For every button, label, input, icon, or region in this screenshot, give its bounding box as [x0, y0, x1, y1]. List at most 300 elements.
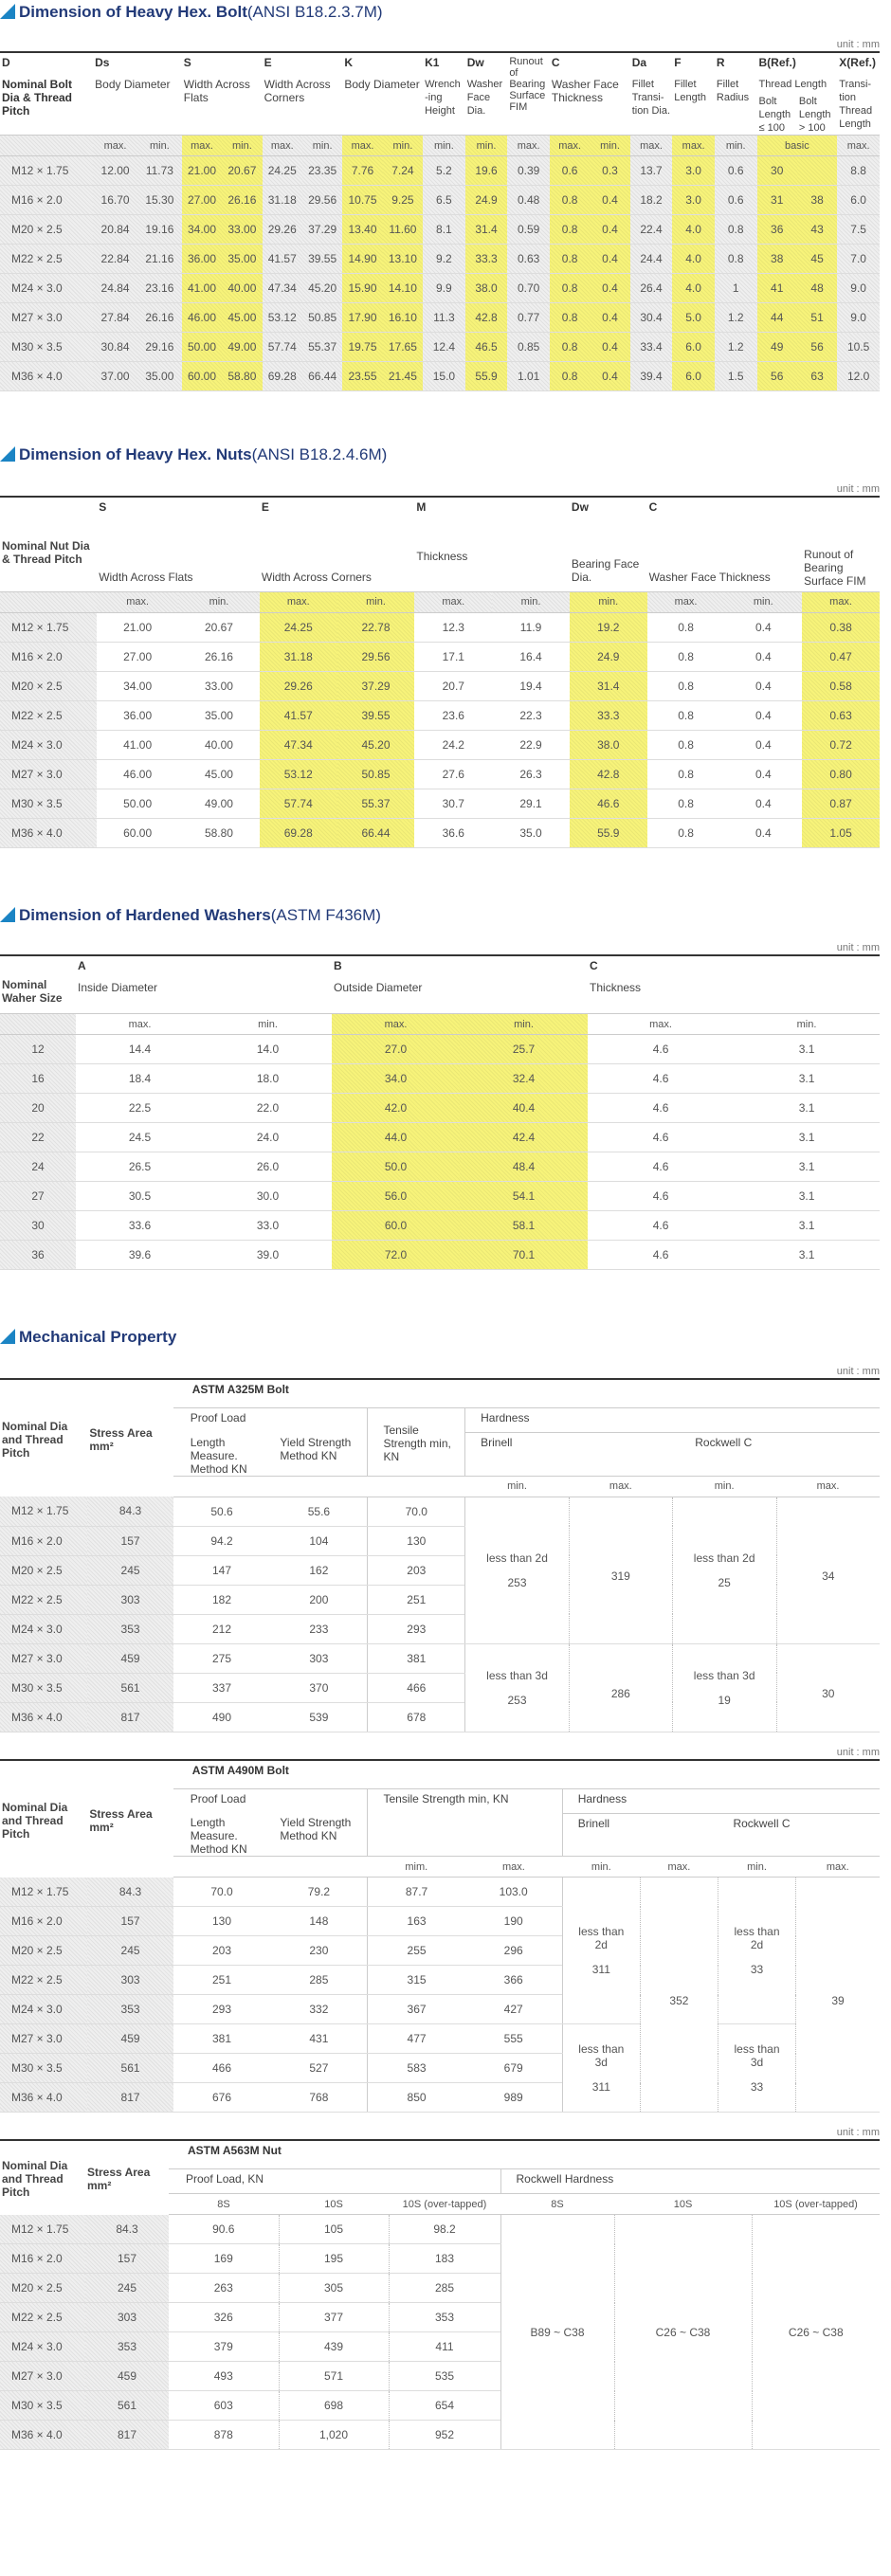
- text-label: Proof Load: [173, 1408, 368, 1433]
- text-label: Outside Diameter: [332, 978, 588, 1014]
- table-cell: 427: [465, 1995, 563, 2024]
- table-cell: 25.7: [460, 1035, 588, 1064]
- table-cell: [802, 497, 880, 591]
- table-cell: 49: [757, 333, 797, 362]
- table-cell: 366: [465, 1966, 563, 1995]
- table-cell: 0.47: [802, 642, 880, 671]
- text-label: 10S (over-tapped): [752, 2194, 880, 2215]
- text-label: min.: [204, 1014, 332, 1035]
- table-cell: 0.8: [647, 789, 725, 818]
- table-cell: 0.8: [550, 362, 590, 391]
- table-row: [0, 186, 880, 215]
- text-label: basic: [757, 136, 838, 156]
- text-label: Thread Length: [758, 79, 827, 90]
- table-cell: 34.00: [97, 671, 178, 700]
- table-cell: 4.0: [672, 274, 715, 303]
- table-cell: 678: [368, 1702, 465, 1732]
- table-cell: M36 × 4.0: [0, 362, 93, 391]
- table-cell: 16: [0, 1064, 76, 1094]
- table-cell: 26.16: [178, 642, 260, 671]
- table-cell: 55.9: [570, 818, 647, 847]
- table-row: [0, 1878, 880, 1907]
- table-row: [0, 818, 880, 847]
- table-cell: 4.6: [588, 1094, 734, 1123]
- table-cell: 48.4: [460, 1152, 588, 1182]
- table-cell: 20: [0, 1094, 76, 1123]
- table-cell: 39.6: [76, 1241, 204, 1270]
- text-label: max.: [796, 1857, 880, 1878]
- table-cell: 4.6: [588, 1035, 734, 1064]
- table-row: [0, 1643, 880, 1673]
- table-cell: 337: [173, 1673, 271, 1702]
- table-cell: 29.56: [302, 186, 342, 215]
- table-cell: 0.8: [550, 215, 590, 245]
- hardness-note: less than 2d: [734, 1925, 780, 1951]
- table-cell: 69.28: [263, 362, 302, 391]
- table-cell: 162: [270, 1555, 368, 1585]
- table-cell: 38.0: [465, 274, 508, 303]
- table-cell: 561: [85, 2391, 169, 2421]
- table-cell: 353: [87, 1995, 173, 2024]
- table-cell: 50.00: [97, 789, 178, 818]
- table-cell: 603: [169, 2391, 279, 2421]
- table-cell: 15.0: [423, 362, 465, 391]
- table-cell: 33.3: [570, 700, 647, 730]
- text-label: min.: [562, 1857, 640, 1878]
- table-cell: 305: [279, 2274, 389, 2303]
- table-cell: 255: [368, 1936, 465, 1966]
- table-cell: 0.80: [802, 759, 880, 789]
- table-cell: 817: [87, 1702, 173, 1732]
- table-cell: 353: [85, 2332, 169, 2362]
- table-cell: 0.4: [724, 612, 802, 642]
- table-cell: 12.3: [414, 612, 492, 642]
- table-row: [0, 245, 880, 274]
- table-cell: 0.8: [550, 274, 590, 303]
- hardness-value: B89 ~ C38: [530, 2325, 585, 2339]
- table-cell: 21.00: [182, 156, 222, 186]
- text-label: Length Measure. Method KN: [173, 1813, 271, 1857]
- table-cell: 14.90: [342, 245, 382, 274]
- text-label: Length Measure. Method KN: [173, 1433, 271, 1477]
- table-cell: 53.12: [263, 303, 302, 333]
- table-cell: 15.90: [342, 274, 382, 303]
- table-cell: 26.16: [222, 186, 262, 215]
- table-row: [0, 362, 880, 391]
- table-cell: 0.8: [647, 612, 725, 642]
- table-cell: 33.3: [465, 245, 508, 274]
- table-cell: 850: [368, 2083, 465, 2113]
- table-row: [0, 642, 880, 671]
- table-cell: 3.1: [734, 1064, 880, 1094]
- table-cell: 35.00: [178, 700, 260, 730]
- table-cell: 19.16: [137, 215, 182, 245]
- table-cell: 6.0: [672, 333, 715, 362]
- table-cell: 70.1: [460, 1241, 588, 1270]
- table-cell: 46.00: [97, 759, 178, 789]
- table-cell: 21.45: [383, 362, 423, 391]
- text-label: max.: [550, 136, 590, 156]
- text-label: D: [0, 52, 93, 75]
- washers-section: [0, 903, 880, 1271]
- table-cell: 3.1: [734, 1182, 880, 1211]
- table-cell: 17.1: [414, 642, 492, 671]
- table-cell: 27.6: [414, 759, 492, 789]
- table-cell: 0.8: [715, 245, 757, 274]
- table-cell: 0.72: [802, 730, 880, 759]
- table-cell: 3.1: [734, 1152, 880, 1182]
- table-cell: 50.6: [173, 1497, 271, 1526]
- table-cell: 952: [389, 2421, 500, 2450]
- table-cell: 19.6: [465, 156, 508, 186]
- table-cell: 0.8: [550, 333, 590, 362]
- section-marker-icon: [0, 907, 15, 922]
- table-row: [0, 1152, 880, 1182]
- table-cell: M24 × 3.0: [0, 274, 93, 303]
- text-label: K1: [423, 52, 465, 75]
- text-label: max.: [97, 591, 178, 612]
- table-cell: 768: [270, 2083, 368, 2113]
- text-label: Proof Load: [173, 1788, 368, 1813]
- table-cell: 0.4: [724, 818, 802, 847]
- table-cell: 147: [173, 1555, 271, 1585]
- table-cell: 698: [279, 2391, 389, 2421]
- hardness-cell: [569, 1497, 672, 1643]
- table-cell: 1: [715, 274, 757, 303]
- table-cell: 367: [368, 1995, 465, 2024]
- table-cell: M36 × 4.0: [0, 2421, 85, 2450]
- table-cell: 24.84: [93, 274, 137, 303]
- table-cell: 0.8: [647, 730, 725, 759]
- text-label: Dw: [570, 497, 647, 519]
- table-cell: 22.0: [204, 1094, 332, 1123]
- text-label: max.: [672, 136, 715, 156]
- table-cell: 33.4: [630, 333, 673, 362]
- text-label: B: [332, 955, 588, 978]
- table-cell: 24.4: [630, 245, 673, 274]
- unit-label: unit : mm: [836, 1366, 880, 1377]
- table-cell: 63: [797, 362, 837, 391]
- table-cell: 303: [87, 1585, 173, 1614]
- table-cell: [87, 1379, 173, 1497]
- table-cell: 27.00: [182, 186, 222, 215]
- table-cell: M22 × 2.5: [0, 1585, 87, 1614]
- table-cell: 0.70: [507, 274, 550, 303]
- hardness-cell: [465, 1643, 570, 1732]
- table-cell: 60.00: [182, 362, 222, 391]
- text-label: mim.: [368, 1857, 465, 1878]
- table-cell: 370: [270, 1673, 368, 1702]
- table-cell: 245: [87, 1936, 173, 1966]
- table-cell: 24.9: [570, 642, 647, 671]
- text-label: R: [715, 52, 757, 75]
- table-cell: 90.6: [169, 2215, 279, 2244]
- section-marker-icon: [0, 1329, 15, 1344]
- table-cell: 9.9: [423, 274, 465, 303]
- table-cell: 24.25: [263, 156, 302, 186]
- table-cell: 9.0: [837, 274, 880, 303]
- table-cell: M16 × 2.0: [0, 1526, 87, 1555]
- table-cell: 40.4: [460, 1094, 588, 1123]
- text-label: 10S (over-tapped): [389, 2194, 500, 2215]
- table-cell: 332: [270, 1995, 368, 2024]
- table-cell: 0.4: [724, 759, 802, 789]
- table-cell: M30 × 3.5: [0, 333, 93, 362]
- table-cell: M12 × 1.75: [0, 156, 93, 186]
- table-cell: 31.18: [263, 186, 302, 215]
- table-cell: 183: [389, 2244, 500, 2274]
- table-cell: M12 × 1.75: [0, 2215, 85, 2244]
- table-cell: 17.90: [342, 303, 382, 333]
- table-cell: 42.4: [460, 1123, 588, 1152]
- text-label: Washer Face Dia.: [465, 75, 508, 136]
- table-cell: 32.4: [460, 1064, 588, 1094]
- table-cell: 200: [270, 1585, 368, 1614]
- table-cell: 230: [270, 1936, 368, 1966]
- hardness-value: 30: [822, 1686, 835, 1700]
- table-cell: M16 × 2.0: [0, 186, 93, 215]
- table-cell: 381: [368, 1643, 465, 1673]
- table-cell: 3.0: [672, 186, 715, 215]
- table-cell: [0, 955, 76, 1014]
- table-cell: 56.0: [332, 1182, 460, 1211]
- text-label: Hardness: [465, 1408, 880, 1433]
- table-cell: 245: [85, 2274, 169, 2303]
- table-cell: 38: [797, 186, 837, 215]
- table-cell: 251: [368, 1585, 465, 1614]
- text-label: Nominal Nut Dia & Thread Pitch: [2, 539, 90, 567]
- section-marker-icon: [0, 4, 15, 19]
- table-cell: 29.1: [492, 789, 570, 818]
- table-cell: 18.2: [630, 186, 673, 215]
- table-cell: 9.2: [423, 245, 465, 274]
- table-cell: 477: [368, 2024, 465, 2054]
- table-cell: 0.85: [507, 333, 550, 362]
- text-label: Body Diameter: [342, 75, 423, 136]
- table-cell: 39.55: [337, 700, 415, 730]
- table-row: [0, 671, 880, 700]
- hardness-note: less than 3d: [578, 2042, 625, 2069]
- text-label: max.: [776, 1476, 880, 1497]
- table-row: [0, 1211, 880, 1241]
- table-cell: 44: [757, 303, 797, 333]
- table-cell: 26.16: [137, 303, 182, 333]
- table-cell: 13.7: [630, 156, 673, 186]
- table-cell: 157: [85, 2244, 169, 2274]
- table-cell: 8.1: [423, 215, 465, 245]
- text-label: max.: [837, 136, 880, 156]
- table-cell: 23.16: [137, 274, 182, 303]
- table-cell: 5.2: [423, 156, 465, 186]
- unit-label: unit : mm: [836, 39, 880, 50]
- table-cell: 29.26: [263, 215, 302, 245]
- table-cell: 0.4: [590, 333, 629, 362]
- table-cell: 36.00: [97, 700, 178, 730]
- text-label: min.: [302, 136, 342, 156]
- text-label: Tensile Strength min, KN: [368, 1788, 562, 1857]
- text-label: S: [97, 497, 260, 519]
- table-cell: 12.4: [423, 333, 465, 362]
- table-cell: 27.0: [332, 1035, 460, 1064]
- table-cell: 87.7: [368, 1878, 465, 1907]
- mechanical-section-title: [0, 1325, 880, 1350]
- table-cell: 24.2: [414, 730, 492, 759]
- table-cell: 55.37: [337, 789, 415, 818]
- hardness-value: 34: [822, 1569, 835, 1583]
- table-cell: 38.0: [570, 730, 647, 759]
- hardness-value: 33: [750, 2080, 764, 2094]
- table-cell: 3.1: [734, 1241, 880, 1270]
- table-cell: 6.5: [423, 186, 465, 215]
- table-cell: 527: [270, 2054, 368, 2083]
- table-cell: 3.0: [672, 156, 715, 186]
- table-cell: 29.26: [260, 671, 337, 700]
- table-row: [0, 1123, 880, 1152]
- table-cell: 55.9: [465, 362, 508, 391]
- hardness-note: less than 3d: [693, 1668, 755, 1682]
- table-row: [0, 612, 880, 642]
- table-cell: [797, 156, 837, 186]
- text-label: C: [550, 52, 630, 75]
- table-cell: 0.4: [590, 303, 629, 333]
- table-cell: [0, 1014, 76, 1035]
- table-cell: 24.0: [204, 1123, 332, 1152]
- table-cell: M24 × 3.0: [0, 1614, 87, 1643]
- table-cell: 10.75: [342, 186, 382, 215]
- text-label: K: [342, 52, 423, 75]
- text-label: Dimension of Heavy Hex. Nuts: [19, 445, 252, 463]
- table-cell: 817: [87, 2083, 173, 2113]
- table-cell: [0, 1379, 87, 1497]
- text-label: Washer Face Thickness: [647, 519, 803, 591]
- text-label: 10S: [279, 2194, 389, 2215]
- table-cell: 98.2: [389, 2215, 500, 2244]
- text-label: Tensile Strength min, KN: [368, 1408, 465, 1477]
- table-cell: 31: [757, 186, 797, 215]
- table-row: [0, 1241, 880, 1270]
- table-cell: 43: [797, 215, 837, 245]
- table-cell: 31.4: [570, 671, 647, 700]
- table-cell: 41.57: [263, 245, 302, 274]
- hardness-cell: [718, 1878, 795, 2024]
- table-cell: 22.78: [337, 612, 415, 642]
- table-cell: 0.59: [507, 215, 550, 245]
- text-label: (ANSI B18.2.4.6M): [251, 445, 388, 463]
- table-cell: 0.8: [550, 186, 590, 215]
- table-cell: 58.80: [222, 362, 262, 391]
- text-label: min.: [672, 1476, 776, 1497]
- table-cell: 22.9: [492, 730, 570, 759]
- table-cell: 14.10: [383, 274, 423, 303]
- table-cell: 10.5: [837, 333, 880, 362]
- hardness-value: 253: [507, 1575, 527, 1589]
- table-cell: 20.84: [93, 215, 137, 245]
- text-label: min.: [465, 136, 508, 156]
- table-cell: 84.3: [85, 2215, 169, 2244]
- table-cell: 459: [87, 1643, 173, 1673]
- table-cell: 36: [757, 215, 797, 245]
- table-cell: 36: [0, 1241, 76, 1270]
- text-label: max.: [630, 136, 673, 156]
- table-cell: M24 × 3.0: [0, 1995, 87, 2024]
- table-cell: 3.1: [734, 1123, 880, 1152]
- table-cell: 245: [87, 1555, 173, 1585]
- table-cell: 20.67: [178, 612, 260, 642]
- table-cell: 46.6: [570, 789, 647, 818]
- nuts-section-title: [0, 443, 880, 467]
- table-cell: M36 × 4.0: [0, 1702, 87, 1732]
- table-cell: 30.4: [630, 303, 673, 333]
- table-cell: 56: [797, 333, 837, 362]
- table-cell: M20 × 2.5: [0, 1555, 87, 1585]
- text-label: Inside Diameter: [76, 978, 332, 1014]
- table-cell: M22 × 2.5: [0, 700, 97, 730]
- table-cell: 26.5: [76, 1152, 204, 1182]
- hardness-cell: [796, 1878, 880, 2113]
- table-cell: 6.0: [672, 362, 715, 391]
- table-cell: 555: [465, 2024, 563, 2054]
- table-cell: 379: [169, 2332, 279, 2362]
- table-cell: 16.10: [383, 303, 423, 333]
- table-cell: 20.67: [222, 156, 262, 186]
- text-label: Rockwell Hardness: [500, 2169, 880, 2194]
- table-cell: 39.4: [630, 362, 673, 391]
- table-row: [0, 700, 880, 730]
- hardness-value: 286: [610, 1686, 630, 1700]
- table-cell: 23.6: [414, 700, 492, 730]
- a490-bolt-table: [0, 1759, 880, 2113]
- hardness-value: 19: [718, 1693, 731, 1707]
- hardness-note: less than 2d: [693, 1551, 755, 1565]
- table-cell: 49.00: [178, 789, 260, 818]
- table-cell: 104: [270, 1526, 368, 1555]
- text-label: (ASTM F436M): [270, 905, 381, 924]
- text-label: max.: [332, 1014, 460, 1035]
- text-label: Ds: [93, 52, 182, 75]
- a563-nut-table: [0, 2139, 880, 2450]
- table-row: [0, 2024, 880, 2054]
- table-cell: 29.56: [337, 642, 415, 671]
- table-cell: 535: [389, 2362, 500, 2391]
- table-cell: 0.63: [507, 245, 550, 274]
- a325-bolt-table: [0, 1378, 880, 1732]
- table-cell: 0.8: [715, 215, 757, 245]
- table-cell: [0, 591, 97, 612]
- table-cell: 817: [85, 2421, 169, 2450]
- text-label: X(Ref.): [837, 52, 880, 75]
- table-cell: 21.00: [97, 612, 178, 642]
- table-cell: [0, 136, 93, 156]
- table-cell: 45.00: [178, 759, 260, 789]
- table-cell: 47.34: [263, 274, 302, 303]
- table-cell: 0.38: [802, 612, 880, 642]
- table-cell: 79.2: [270, 1878, 368, 1907]
- text-label: 10S: [614, 2194, 752, 2215]
- hardness-value: 33: [750, 1963, 764, 1976]
- table-cell: 53.12: [260, 759, 337, 789]
- hardness-note: less than 3d: [734, 2042, 780, 2069]
- text-label: Brinell: [562, 1813, 718, 1857]
- table-cell: 46.00: [182, 303, 222, 333]
- table-cell: 1,020: [279, 2421, 389, 2450]
- text-label: max.: [93, 136, 137, 156]
- text-label: max.: [182, 136, 222, 156]
- table-cell: M16 × 2.0: [0, 2244, 85, 2274]
- table-cell: 11.60: [383, 215, 423, 245]
- table-cell: M27 × 3.0: [0, 2024, 87, 2054]
- table-cell: 24.25: [260, 612, 337, 642]
- unit-label: unit : mm: [836, 2127, 880, 2138]
